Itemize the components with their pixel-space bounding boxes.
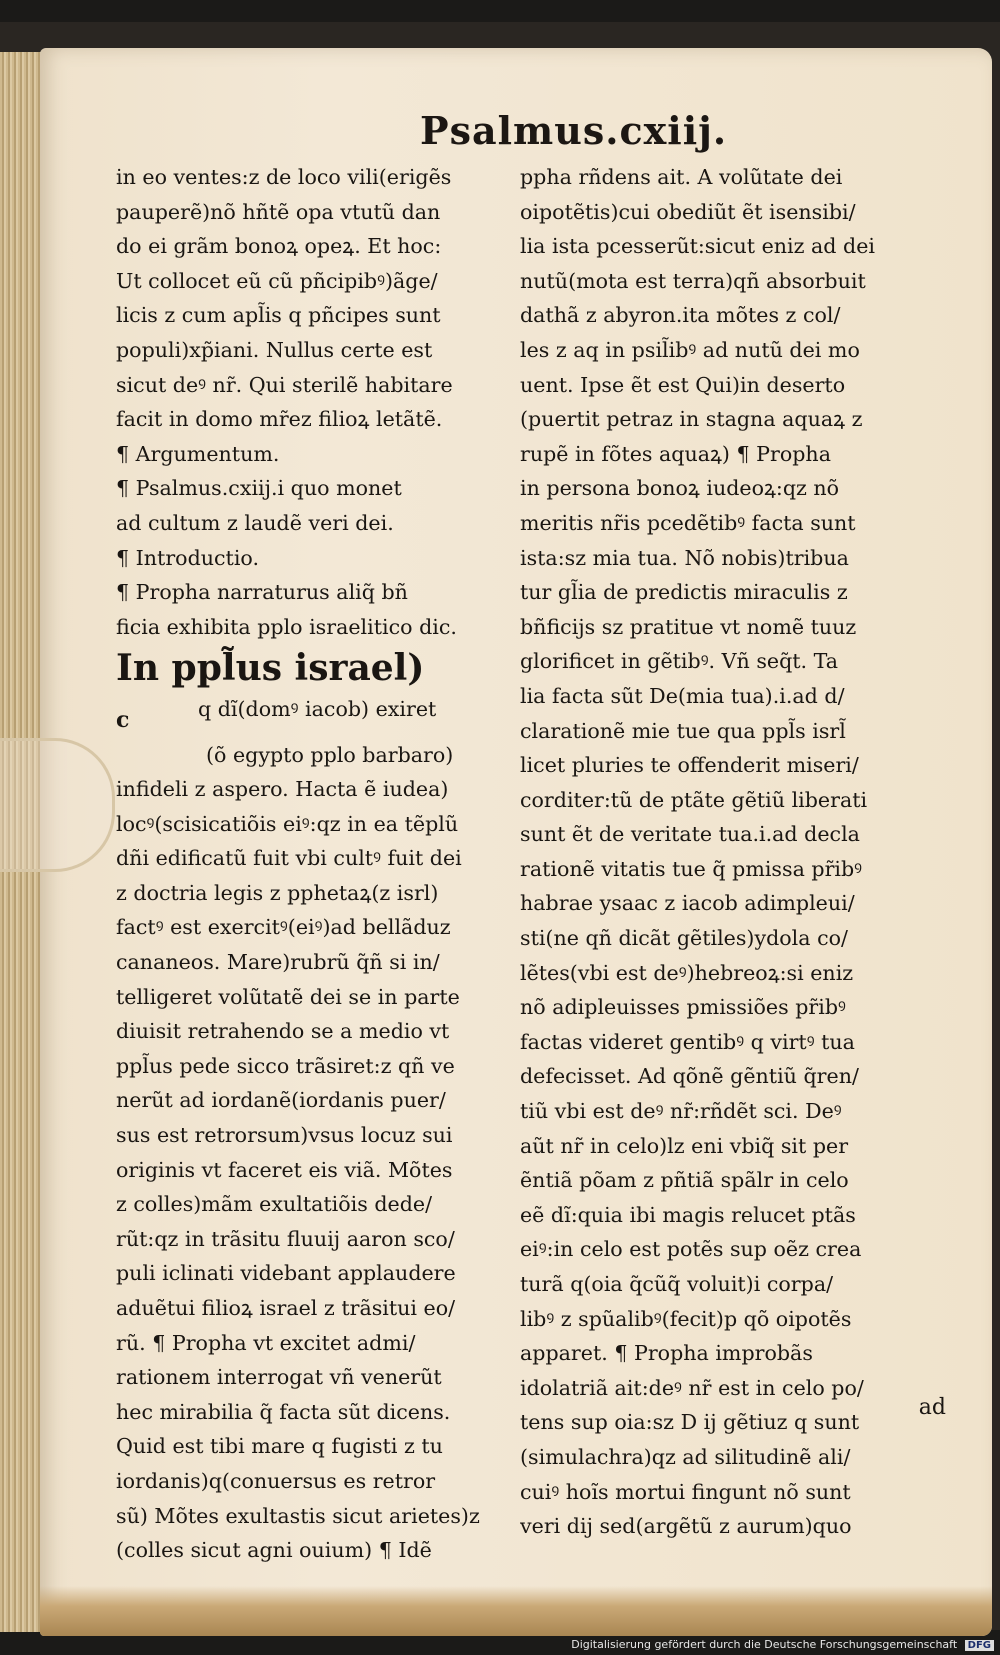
right-line: in persona bonoꝝ iudeoꝝ:qz nõ <box>520 476 840 501</box>
page-bottom-edge <box>40 1586 992 1636</box>
left-column <box>116 160 526 1568</box>
dfg-logo: DFG <box>965 1640 994 1651</box>
right-line: (puertit petraz in stagna aquaꝝ z <box>520 407 863 432</box>
left-line: sus est retrorsum)vsus locuz sui <box>116 1123 453 1148</box>
left-line: originis vt faceret eis viã. Mõtes <box>116 1157 453 1182</box>
left-line: do ei grãm bonoꝝ opeꝝ. Et hoc: <box>116 234 442 259</box>
left-line: In ppl̃us israel) <box>116 647 425 690</box>
right-line: sti(ne qñ dicãt gẽtiles)ydola co/ <box>520 926 848 951</box>
left-line: sũ) Mõtes exultastis sicut arietes)z <box>116 1503 480 1528</box>
left-line: ¶ Introductio. <box>116 545 259 570</box>
right-line: tur gl̃ia de predictis miraculis z <box>520 580 848 605</box>
right-line: aũt nr̃ in celo)lz eni vbiq̃ sit per <box>520 1133 849 1158</box>
right-line: lẽtes(vbi est deꝰ)hebreoꝝ:si eniz <box>520 960 854 985</box>
right-line: apparet. ¶ Propha improbãs <box>520 1341 813 1366</box>
left-line: ficia exhibita pplo israelitico dic. <box>116 614 457 639</box>
left-line: rũt:qz in trãsitu fluuij aaron sco/ <box>116 1226 455 1251</box>
left-line: in eo ventes:z de loco vili(erigẽs <box>116 165 452 189</box>
left-line: ppl̃us pede sicco trãsiret:z qñ ve <box>116 1053 455 1078</box>
right-line: dathã z abyron.ita mõtes z col/ <box>520 303 841 328</box>
left-line: facit in domo mr̃ez filioꝝ letãtẽ. <box>116 407 443 432</box>
right-line: bñficijs sz pratitue vt nomẽ tuuz <box>520 614 857 639</box>
right-line: libꝰ z spũalibꝰ(fecit)p qõ oipotẽs <box>520 1306 852 1331</box>
left-line: licis z cum apl̃is q pñcipes sunt <box>116 303 441 328</box>
right-line: eiꝰ:in celo est potẽs sup oẽz crea <box>520 1237 862 1262</box>
right-line: turã q(oia q̃cũq̃ voluit)i corpa/ <box>520 1272 834 1296</box>
left-line: nerũt ad iordanẽ(iordanis puer/ <box>116 1088 446 1113</box>
left-line: Ut collocet eũ cũ pñcipibꝰ)ãge/ <box>116 268 438 293</box>
left-line: rũ. ¶ Propha vt excitet admi/ <box>116 1330 416 1355</box>
right-line: lia ista pcesserũt:sicut eniz ad dei <box>520 234 875 259</box>
right-line: tiũ vbi est deꝰ nr̃:rñdẽt sci. Deꝰ <box>520 1099 842 1124</box>
catchword: ad <box>918 1395 946 1420</box>
left-line: sicut deꝰ nr̃. Qui sterilẽ habitare <box>116 372 453 397</box>
right-line: nõ adipleuisses pmissiões pr̃ibꝰ <box>520 995 846 1020</box>
left-line: diuisit retrahendo se a medio vt <box>116 1019 450 1044</box>
right-line: oipotẽtis)cui obediũt ẽt isensibi/ <box>520 199 856 224</box>
left-line: rationem interrogat vñ venerũt <box>116 1365 442 1390</box>
right-line: corditer:tũ de ptãte gẽtiũ liberati <box>520 787 868 812</box>
right-line: glorificet in gẽtibꝰ. Vñ seq̃t. Ta <box>520 649 839 674</box>
left-line: factꝰ est exercitꝰ(eiꝰ)ad bellãduz <box>116 915 451 940</box>
right-line: tens sup oia:sz D ij gẽtiuz q sunt <box>520 1410 860 1435</box>
running-head: Psalmus.cxiij. <box>420 108 728 153</box>
left-line: (õ egypto pplo barbaro) <box>206 742 454 767</box>
left-line: q dĩ(domꝰ iacob) exiret <box>198 697 437 722</box>
right-line: les z aq in psil̃ibꝰ ad nutũ dei mo <box>520 337 860 362</box>
right-line: cuiꝰ hoĩs mortui fingunt nõ sunt <box>520 1479 851 1504</box>
left-line: ad cultum z laudẽ veri dei. <box>116 510 394 535</box>
left-line: iordanis)q(conuersus es retror <box>116 1468 436 1493</box>
right-line: veri dij sed(argẽtũ z aurum)quo <box>520 1514 852 1539</box>
right-line: factas videret gentibꝰ q virtꝰ tua <box>520 1029 855 1054</box>
bookmark-ribbon <box>0 738 115 872</box>
left-line: cananeos. Mare)rubrũ q̃ñ si in/ <box>116 950 440 975</box>
left-line: (colles sicut agni ouium) ¶ Idẽ <box>116 1538 432 1563</box>
left-line: ¶ Propha narraturus aliq̃ bñ <box>116 580 408 605</box>
right-line: (simulachra)qz ad silitudinẽ ali/ <box>520 1444 851 1469</box>
drop-initial: c <box>116 706 130 733</box>
right-line: defecisset. Ad qõnẽ gẽntiũ q̃ren/ <box>520 1064 859 1089</box>
left-line: ¶ Argumentum. <box>116 441 280 466</box>
left-line: Quid est tibi mare q fugisti z tu <box>116 1434 443 1459</box>
right-line: uent. Ipse ẽt est Qui)in deserto <box>520 372 846 397</box>
right-line: rupẽ in fõtes aquaꝝ) ¶ Propha <box>520 441 831 466</box>
right-line: idolatriã ait:deꝰ nr̃ est in celo po/ <box>520 1375 864 1400</box>
left-line: dñi edificatũ fuit vbi cultꝰ fuit dei <box>116 846 462 871</box>
left-line: telligeret volũtatẽ dei se in parte <box>116 984 460 1009</box>
left-line: pauperẽ)nõ hñtẽ opa vtutũ dan <box>116 199 441 224</box>
left-line: ¶ Psalmus.cxiij.i quo monet <box>116 476 402 501</box>
right-line: lia facta sũt De(mia tua).i.ad d/ <box>520 683 845 708</box>
right-column <box>520 160 920 1544</box>
right-line: nutũ(mota est terra)qñ absorbuit <box>520 268 866 293</box>
left-line: z colles)mãm exultatiõis dede/ <box>116 1192 433 1217</box>
left-line: locꝰ(scisicatiõis eiꝰ:qz in ea tẽplũ <box>116 811 459 836</box>
right-line: eẽ dĩ:quia ibi magis relucet ptãs <box>520 1202 856 1227</box>
left-line: z doctria legis z pphetaꝝ(z isrl) <box>116 880 439 905</box>
left-line: populi)xp̃iani. Nullus certe est <box>116 337 433 362</box>
right-line: ista:sz mia tua. Nõ nobis)tribua <box>520 545 849 570</box>
right-line: meritis nr̃is pcedẽtibꝰ facta sunt <box>520 510 856 535</box>
right-line: ẽntiã põam z pñtiã spãlr in celo <box>520 1168 849 1193</box>
credit-text: Digitalisierung gefördert durch die Deutsche Forschungsgemeinschaft <box>571 1638 958 1651</box>
left-line: aduẽtui filioꝝ israel z trãsitui eo/ <box>116 1296 456 1320</box>
right-line: licet pluries te offenderit miseri/ <box>520 753 859 778</box>
right-line: habrae ysaac z iacob adimpleui/ <box>520 891 855 916</box>
digitization-credit <box>571 1638 994 1651</box>
left-line: hec mirabilia q̃ facta sũt dicens. <box>116 1399 451 1424</box>
left-line: puli iclinati videbant applaudere <box>116 1261 456 1286</box>
right-line: sunt ẽt de veritate tua.i.ad decla <box>520 822 860 847</box>
right-line: rationẽ vitatis tue q̃ pmissa pr̃ibꝰ <box>520 856 863 881</box>
right-line: clarationẽ mie tue qua ppl̃s isrl̃ <box>520 718 846 743</box>
left-line: infideli z aspero. Hacta ẽ iudea) <box>116 777 449 802</box>
right-line: ppha rñdens ait. A volũtate dei <box>520 165 843 189</box>
